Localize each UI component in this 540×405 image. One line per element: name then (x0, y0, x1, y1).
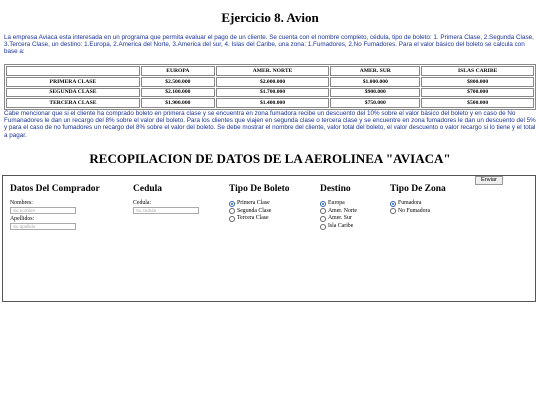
destination-section (320, 184, 357, 230)
table-header-cell: AMER. SUR (330, 66, 420, 76)
option-label: Isla Caribe (328, 222, 354, 229)
cedula-label: Cedula: (133, 200, 152, 206)
page-title: Ejercicio 8. Avion (221, 10, 319, 25)
table-cell: $500.000 (421, 98, 534, 108)
table-header-cell: EUROPA (141, 66, 215, 76)
destination-option-europa[interactable] (320, 200, 357, 208)
table-cell: PRIMERA CLASE (6, 77, 140, 87)
option-label: Europa (328, 200, 345, 206)
submit-button[interactable]: Enviar (475, 176, 503, 185)
zone-option-no-fumadora[interactable] (390, 208, 446, 216)
radio-button[interactable] (320, 208, 326, 214)
cedula-input[interactable] (133, 207, 199, 214)
option-label: Fumadora (398, 200, 422, 206)
table-cell: $2.500.000 (141, 77, 215, 87)
ticket-option-tercera[interactable] (229, 215, 290, 223)
problem-description: La empresa Aviaca esta interesada en un programa que permita evaluar el pago de un cliente. Se cuenta con el nombre completo, cédula, tipo de boleto: 1. Primera Clase, 2.Segunda Clase, 3.Tercera Clase, un destino: 1.Europa, 2.America del Norte, 3.America del sur, 4. Islas del Caribe, una zona: 1.Fumadores, 2.No Fumadores. Para el valor básico del boleto se calcula con base a: (4, 34, 534, 56)
table-cell: SEGUNDA CLASE (6, 88, 140, 98)
table-cell: $1.900.000 (141, 98, 215, 108)
price-table (4, 64, 536, 110)
surname-input[interactable] (10, 223, 76, 230)
zone-section (390, 184, 446, 215)
zone-option-fumadora[interactable] (390, 200, 446, 208)
ticket-type-section (229, 184, 290, 223)
radio-button[interactable] (320, 201, 326, 207)
option-label: Primera Clase (237, 200, 270, 206)
table-header-cell (6, 66, 140, 76)
ticket-option-segunda[interactable] (229, 208, 290, 216)
table-cell: $1.700.000 (216, 88, 329, 98)
radio-button[interactable] (390, 201, 396, 207)
option-label: Amer. Sur (328, 215, 352, 222)
form-title: RECOPILACION DE DATOS DE LA AEROLINEA "AVIACA" (89, 151, 451, 166)
cedula-section (133, 184, 199, 216)
surname-label: Apellidos: (10, 216, 35, 222)
table-cell: $900.000 (330, 88, 420, 98)
table-header-cell: ISLAS CARIBE (421, 66, 534, 76)
ticket-option-primera[interactable] (229, 200, 290, 208)
table-cell: $2.100.000 (141, 88, 215, 98)
zone-heading: Tipo De Zona (390, 184, 446, 194)
name-label: Nombres: (10, 200, 33, 206)
buyer-heading: Datos Del Comprador (10, 184, 100, 194)
radio-button[interactable] (229, 208, 235, 214)
destination-option-amer-sur[interactable] (320, 215, 357, 223)
table-cell: $800.000 (421, 77, 534, 87)
option-label: No Fumadora (398, 207, 431, 214)
table-row (6, 88, 534, 98)
destination-option-amer-norte[interactable] (320, 208, 357, 216)
table-row (6, 98, 534, 108)
radio-button[interactable] (229, 216, 235, 222)
pricing-rules-text: Cabe mencionar que si el cliente ha comprado boleto en primera clase y se encuentra en zona fumadora recibe un descuento del 10% sobre el valor básico del boleto y en caso de No Fumanadores le dan un recargo del 8% sobre el valor del boleto. Para los clientes que viajen en segunda clase o tercera clase y se encuentre en zona fumadores le dan un descuento del 5% y para el caso de no fumadores un recargo del 8% sobre el valor del boleto. Se debe mostrar el nombre del cliente, valor total del boleto, el valor descuento o valor recargo si lo tiene y el total a pagar. (4, 110, 536, 139)
ticket-type-heading: Tipo De Boleto (229, 184, 290, 194)
table-cell: $750.000 (330, 98, 420, 108)
cedula-heading: Cedula (133, 184, 163, 194)
table-cell: $1.000.000 (330, 77, 420, 87)
table-header-cell: AMER. NORTE (216, 66, 329, 76)
option-label: Amer. Norte (328, 207, 357, 214)
table-cell: $2.000.000 (216, 77, 329, 87)
table-header-row (6, 66, 534, 76)
destination-option-isla-caribe[interactable] (320, 223, 357, 231)
option-label: Segunda Clase (237, 207, 272, 214)
table-cell: $700.000 (421, 88, 534, 98)
table-cell: $1.400.000 (216, 98, 329, 108)
table-row (6, 77, 534, 87)
name-input[interactable] (10, 207, 76, 214)
buyer-section (10, 184, 100, 232)
table-cell: TERCERA CLASE (6, 98, 140, 108)
radio-button[interactable] (320, 224, 326, 230)
radio-button[interactable] (229, 201, 235, 207)
option-label: Tercera Clase (237, 215, 269, 222)
radio-button[interactable] (320, 216, 326, 222)
destination-heading: Destino (320, 184, 351, 194)
radio-button[interactable] (390, 208, 396, 214)
